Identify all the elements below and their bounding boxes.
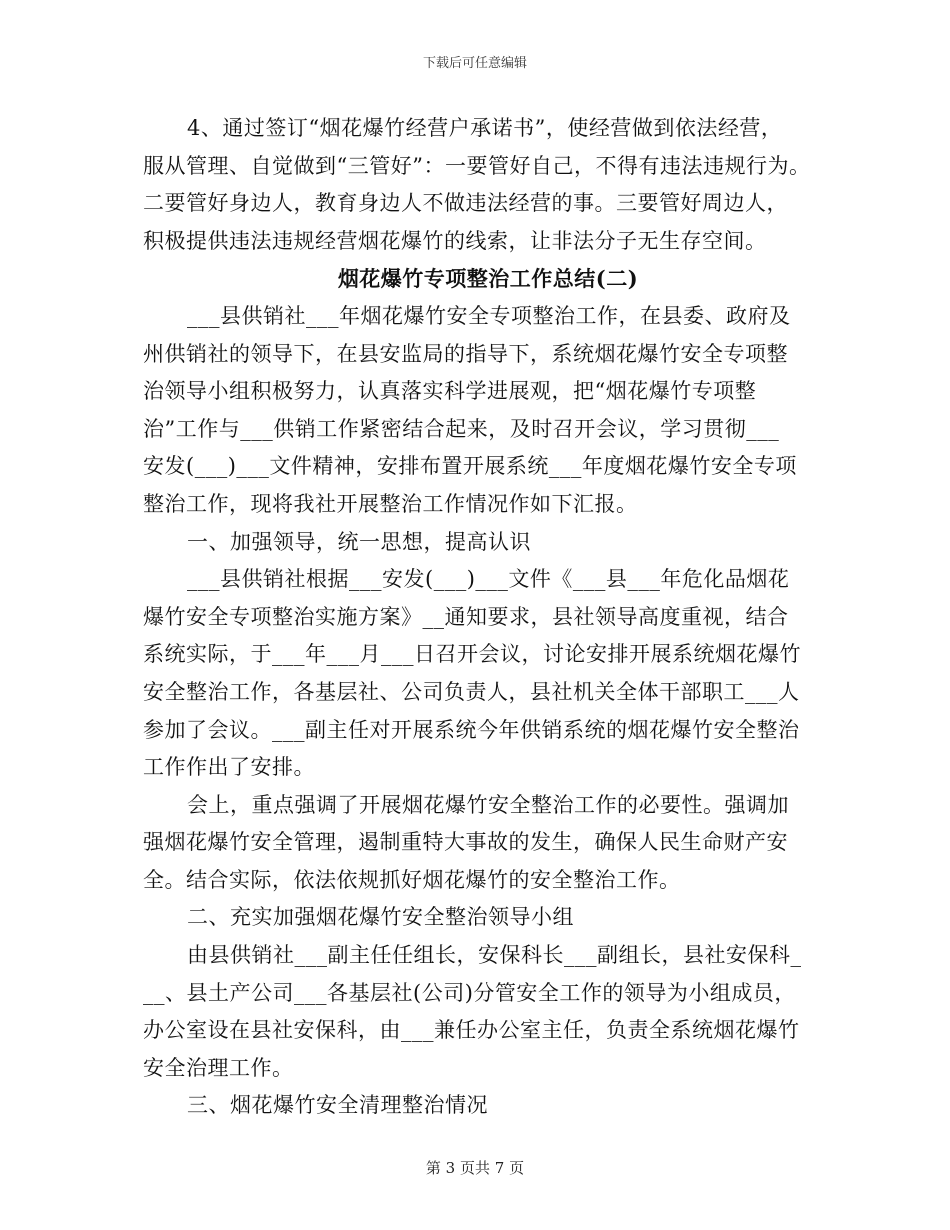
text-line: ___县供销社根据___安发(___)___文件《___县___年危化品烟花 [187,567,790,592]
text-line: 4、通过签订“烟花爆竹经营户承诺书”，使经营做到依法经营， [187,116,783,140]
section-heading: 一、加强领导，统一思想，提高认识 [187,529,531,554]
text-line: 办公室设在县社安保科，由___兼任办公室主任，负责全系统烟花爆竹 [143,1018,800,1043]
section-heading: 三、烟花爆竹安全清理整治情况 [187,1093,488,1118]
text-line: 工作作出了安排。 [143,755,315,780]
text-line: __、县土产公司___各基层社(公司)分管安全工作的领导为小组成员， [143,980,796,1005]
text-line: 爆竹安全专项整治实施方案》__通知要求，县社领导高度重视，结合 [143,604,789,629]
page-header-note: 下载后可任意编辑 [422,56,527,71]
text-line: 治领导小组积极努力，认真落实科学进展观，把“烟花爆竹专项整 [143,379,757,404]
text-line: 全。结合实际，依法依规抓好烟花爆竹的安全整治工作。 [143,867,681,892]
section-title: 烟花爆竹专项整治工作总结(二) [337,266,639,292]
text-line: 强烟花爆竹安全管理，遏制重特大事故的发生，确保人民生命财产安 [143,830,788,855]
page-number-footer: 第 3 页共 7 页 [425,1159,525,1177]
text-line: 安全整治工作，各基层社、公司负责人，县社机关全体干部职工___人 [143,679,800,704]
text-line: 积极提供违法违规经营烟花爆竹的线索，让非法分子无生存空间。 [143,228,767,253]
text-line: 参加了会议。___副主任对开展系统今年供销系统的烟花爆竹安全整治 [143,717,800,742]
text-line: 系统实际，于___年___月___日召开会议，讨论安排开展系统烟花爆竹 [143,642,801,667]
text-line: 安发(___)___文件精神，安排布置开展系统___年度烟花爆竹安全专项 [143,454,797,479]
text-line: 州供销社的领导下，在县安监局的指导下，系统烟花爆竹安全专项整 [143,341,788,366]
section-heading: 二、充实加强烟花爆竹安全整治领导小组 [187,905,574,930]
text-line: 会上，重点强调了开展烟花爆竹安全整治工作的必要性。强调加 [187,792,789,817]
document-body [143,110,813,1125]
text-line: 由县供销社___副主任任组长，安保科长___副组长，县社安保科_ [187,943,802,968]
text-line: ___县供销社___年烟花爆竹安全专项整治工作，在县委、政府及 [187,303,791,328]
text-line: 二要管好身边人，教育身边人不做违法经营的事。三要管好周边人， [143,191,788,216]
text-line: 服从管理、自觉做到“三管好”：一要管好自己，不得有违法违规行为。 [143,153,811,178]
text-line: 整治工作，现将我社开展整治工作情况作如下汇报。 [143,491,638,516]
text-line: 治”工作与___供销工作紧密结合起来，及时召开会议，学习贯彻___ [143,416,780,441]
text-line: 安全治理工作。 [143,1055,294,1080]
